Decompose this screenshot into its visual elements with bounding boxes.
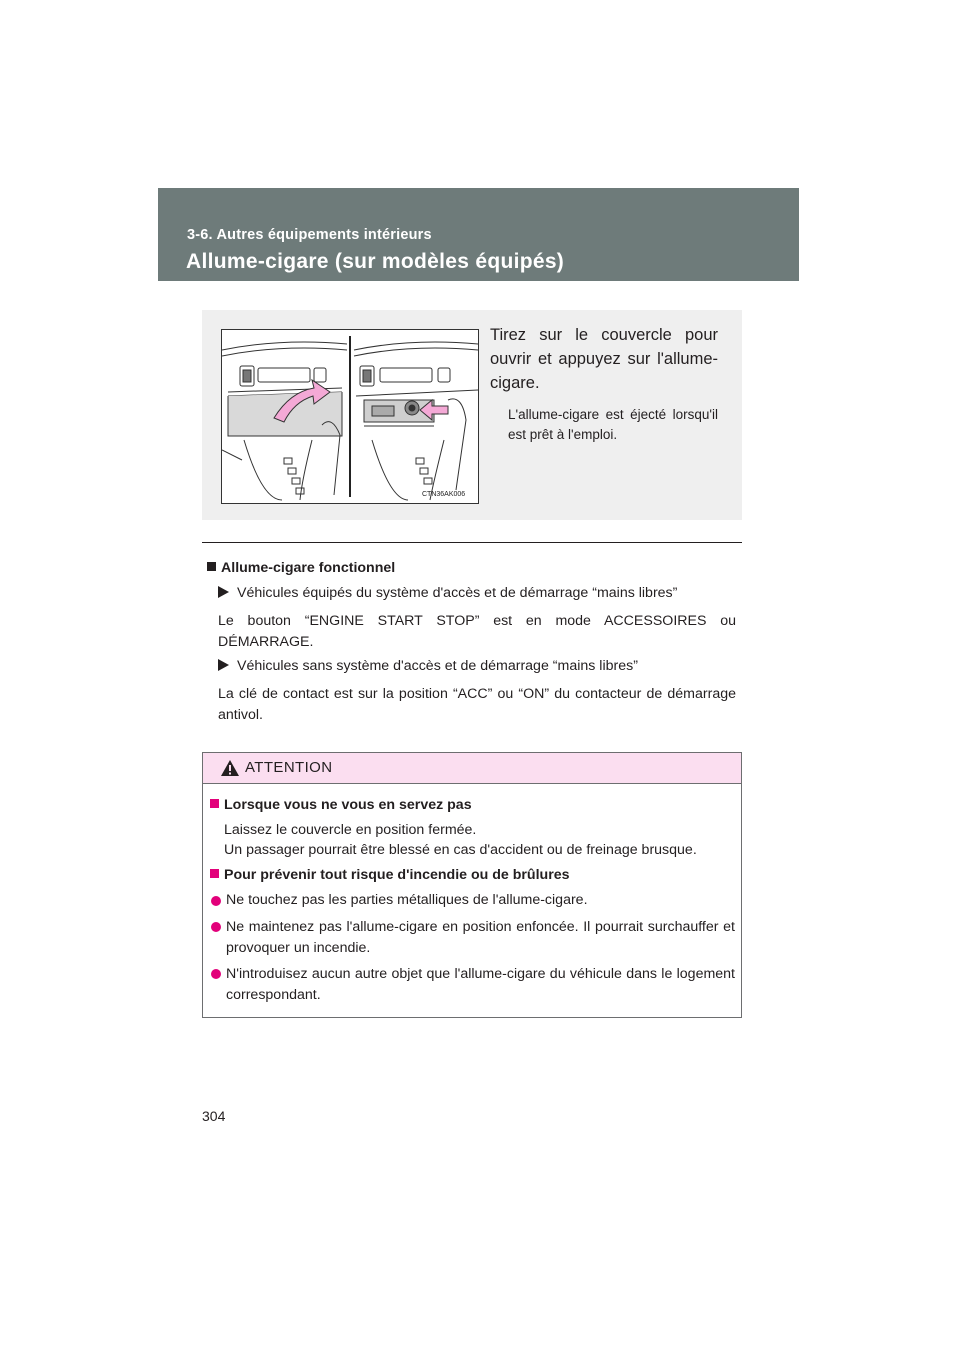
arrow-right-icon [218, 659, 229, 671]
warning-bullet-1: Ne touchez pas les parties métalliques de l'allume-cigare. [226, 892, 588, 908]
page-title: Allume-cigare (sur modèles équipés) [186, 250, 565, 273]
warning-title: ATTENTION [245, 759, 333, 776]
sub-instruction-text: L'allume-cigare est éjecté lorsqu'il est prêt à l'emploi. [508, 407, 718, 442]
warning-line-2: Un passager pourrait être blessé en cas d'accident ou de freinage brusque. [224, 842, 697, 858]
warning-heading-2: Pour prévenir tout risque d'incendie ou de brûlures [210, 867, 570, 883]
warning-triangle-icon [220, 759, 240, 777]
condition-2: Véhicules sans système d'accès et de démarrage “mains libres” [218, 658, 638, 674]
note-1-text: Le bouton “ENGINE START STOP” est en mode ACCESSOIRES ou DÉMARRAGE. [218, 613, 736, 650]
warning-box [202, 752, 742, 1018]
bullet-dot-icon [211, 922, 221, 932]
warning-line-1: Laissez le couvercle en position fermée. [224, 822, 477, 838]
note-2-text: La clé de contact est sur la position “ACC” ou “ON” du contacteur de démarrage antivol. [218, 686, 736, 723]
bullet-dot-icon [211, 896, 221, 906]
condition-1: Véhicules équipés du système d'accès et de démarrage “mains libres” [218, 585, 677, 601]
cigarette-lighter-illustration [221, 329, 479, 504]
page-number: 304 [202, 1108, 226, 1124]
divider [202, 542, 742, 543]
square-bullet-icon [210, 869, 219, 878]
warning-header [203, 753, 741, 784]
square-bullet-icon [207, 562, 216, 571]
arrow-right-icon [218, 586, 229, 598]
warning-bullet-3: N'introduisez aucun autre objet que l'allume-cigare du véhicule dans le logement correspondant. [226, 966, 735, 1003]
square-bullet-icon [210, 799, 219, 808]
warning-heading-1: Lorsque vous ne vous en servez pas [210, 797, 472, 813]
section-label: 3-6. Autres équipements intérieurs [187, 227, 432, 243]
warning-bullet-2: Ne maintenez pas l'allume-cigare en position enfoncée. Il pourrait surchauffer et provoquer un incendie. [226, 919, 735, 956]
bullet-dot-icon [211, 969, 221, 979]
notes-heading: Allume-cigare fonctionnel [207, 560, 395, 576]
image-code: CTN36AK006 [422, 491, 466, 498]
instruction-text: Tirez sur le couvercle pour ouvrir et appuyez sur l'allume-cigare. [490, 326, 718, 392]
